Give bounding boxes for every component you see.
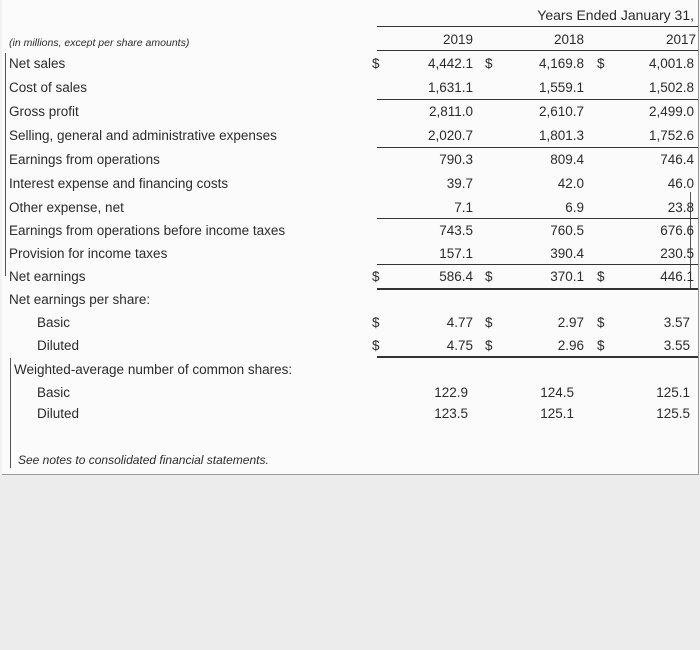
cell-interest-2019: 39.7 (446, 176, 473, 191)
cell-shares-diluted-2018: 125.1 (540, 406, 574, 421)
cell-ops-earnings-2019: 790.3 (439, 152, 473, 167)
cell-net-earnings-2017: 446.1 (660, 269, 694, 284)
rule-after-sga (377, 147, 698, 148)
cell-interest-2017: 46.0 (667, 176, 694, 191)
rule-after-cost-of-sales (377, 99, 698, 100)
row-label-eps-heading: Net earnings per share: (9, 292, 151, 307)
cell-eps-diluted-2017: 3.55 (663, 338, 690, 353)
row-label-income-taxes: Provision for income taxes (9, 246, 168, 261)
row-label-net-sales: Net sales (9, 56, 66, 71)
dollar-sign: $ (372, 269, 380, 284)
row-label-net-earnings: Net earnings (9, 269, 86, 284)
cell-taxes-2019: 157.1 (439, 246, 473, 261)
cell-eps-basic-2017: 3.57 (663, 315, 690, 330)
row-label-shares-basic: Basic (37, 385, 71, 400)
header-rule-top (377, 26, 698, 27)
dollar-sign: $ (485, 56, 493, 71)
cell-gross-profit-2019: 2,811.0 (428, 104, 473, 119)
dollar-sign: $ (372, 338, 380, 353)
cell-sga-2017: 1,752.6 (648, 128, 694, 143)
cell-taxes-2017: 230.5 (660, 246, 694, 261)
cell-net-sales-2018: 4,169.8 (538, 56, 584, 71)
row-label-shares-diluted: Diluted (37, 406, 80, 421)
dollar-sign: $ (485, 269, 493, 284)
cell-eps-diluted-2018: 2.96 (557, 338, 584, 353)
dollar-sign: $ (372, 315, 380, 330)
row-label-cost-of-sales: Cost of sales (9, 80, 88, 95)
cell-net-earnings-2019: 586.4 (439, 269, 473, 284)
row-label-shares-heading: Weighted-average number of common shares: (14, 362, 293, 377)
row-label-pretax-earnings: Earnings from operations before income taxes (9, 223, 286, 238)
cell-pretax-2019: 743.5 (439, 223, 473, 238)
dollar-sign: $ (597, 315, 605, 330)
cell-other-expense-2017: 23.8 (667, 200, 694, 215)
dollar-sign: $ (485, 315, 493, 330)
dollar-sign: $ (372, 56, 380, 71)
row-label-interest-expense: Interest expense and financing costs (9, 176, 229, 191)
cell-ops-earnings-2017: 746.4 (660, 152, 694, 167)
footnote: See notes to consolidated financial statements. (18, 453, 269, 467)
row-label-eps-basic: Basic (37, 315, 71, 330)
cell-shares-basic-2019: 122.9 (434, 385, 468, 400)
rule-after-other-expense (377, 218, 698, 219)
double-rule-net-earnings (377, 288, 698, 290)
year-2019-header: 2019 (442, 32, 473, 47)
dollar-sign: $ (597, 338, 605, 353)
cell-cost-of-sales-2019: 1,631.1 (427, 80, 473, 95)
cell-cost-of-sales-2018: 1,559.1 (538, 80, 584, 95)
cell-eps-basic-2019: 4.77 (446, 315, 473, 330)
year-2017-header: 2017 (665, 32, 696, 47)
blank-area (0, 475, 700, 650)
cell-shares-basic-2017: 125.1 (656, 385, 690, 400)
rule-after-income-taxes (377, 264, 698, 265)
cell-pretax-2018: 760.5 (550, 223, 584, 238)
period-title: Years Ended January 31, (537, 7, 694, 23)
cell-net-sales-2017: 4,001.8 (648, 56, 694, 71)
cell-shares-basic-2018: 124.5 (540, 385, 574, 400)
row-label-eps-diluted: Diluted (37, 338, 80, 353)
row-label-sga: Selling, general and administrative expenses (9, 128, 277, 143)
cell-interest-2018: 42.0 (557, 176, 584, 191)
cell-sga-2018: 1,801.3 (538, 128, 584, 143)
cell-gross-profit-2018: 2,610.7 (538, 104, 584, 119)
units-note: (in millions, except per share amounts) (9, 37, 190, 49)
cell-other-expense-2019: 7.1 (454, 200, 473, 215)
header-rule-bottom (377, 50, 698, 51)
year-2018-header: 2018 (553, 32, 584, 47)
label-column-border-3 (10, 358, 11, 468)
cell-pretax-2017: 676.6 (660, 223, 694, 238)
cell-sga-2019: 2,020.7 (427, 128, 473, 143)
cell-ops-earnings-2018: 809.4 (550, 152, 584, 167)
cell-gross-profit-2017: 2,499.0 (648, 104, 694, 119)
row-label-earnings-from-operations: Earnings from operations (9, 152, 160, 167)
cell-cost-of-sales-2017: 1,502.8 (648, 80, 694, 95)
cell-shares-diluted-2019: 123.5 (434, 406, 468, 421)
cell-taxes-2018: 390.4 (550, 246, 584, 261)
row-label-other-expense: Other expense, net (9, 200, 124, 215)
cell-other-expense-2018: 6.9 (565, 200, 584, 215)
dollar-sign: $ (597, 269, 605, 284)
dollar-sign: $ (597, 56, 605, 71)
cell-eps-diluted-2019: 4.75 (446, 338, 473, 353)
label-column-border (5, 53, 6, 171)
label-column-border-2 (5, 170, 6, 276)
row-label-gross-profit: Gross profit (9, 104, 79, 119)
cell-net-earnings-2018: 370.1 (550, 269, 584, 284)
double-rule-eps (377, 356, 698, 358)
cell-net-sales-2019: 4,442.1 (427, 56, 473, 71)
cell-eps-basic-2018: 2.97 (557, 315, 584, 330)
dollar-sign: $ (485, 338, 493, 353)
cell-shares-diluted-2017: 125.5 (656, 406, 690, 421)
income-statement-table (2, 0, 699, 475)
